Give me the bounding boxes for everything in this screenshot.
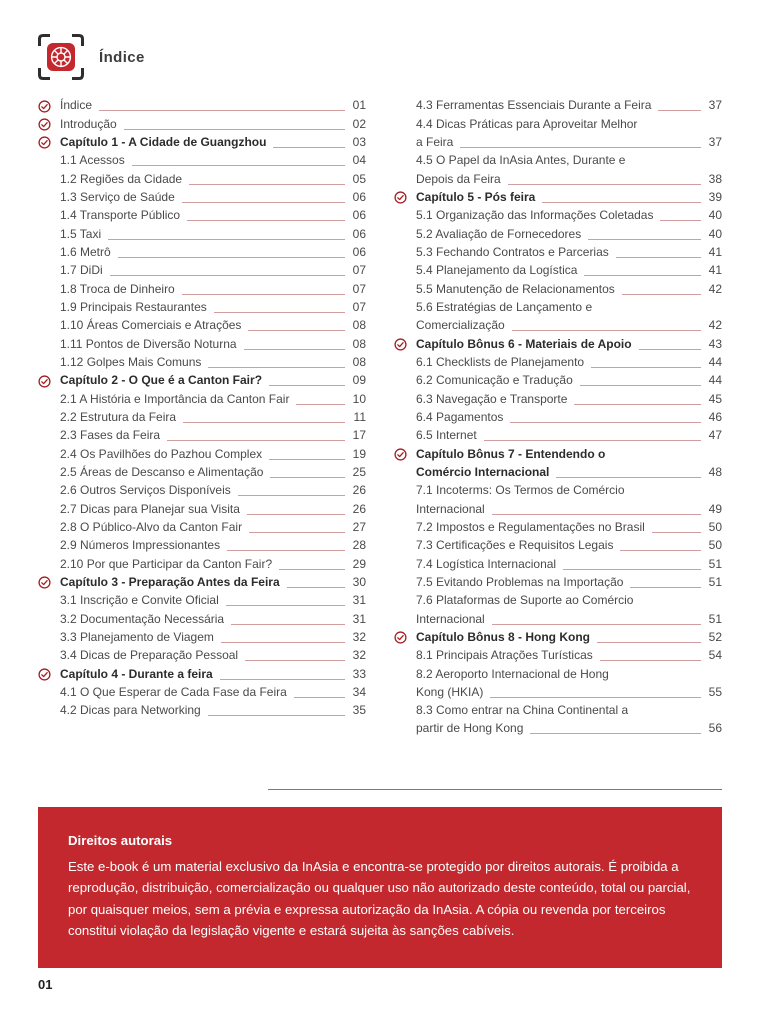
toc-entry[interactable]	[394, 207, 722, 225]
toc-entry-continuation[interactable]	[394, 684, 722, 702]
toc-entry-label: 1.3 Serviço de Saúde	[60, 189, 175, 204]
leader-line	[245, 660, 345, 661]
toc-entry-label: 6.2 Comunicação e Tradução	[416, 373, 573, 388]
leader-line	[287, 587, 345, 588]
toc-entry[interactable]	[38, 629, 366, 647]
toc-chapter-entry[interactable]	[38, 134, 366, 152]
leader-line	[182, 294, 345, 295]
toc-chapter-entry[interactable]	[38, 574, 366, 592]
toc-page-number: 37	[708, 98, 722, 113]
page-title: Índice	[99, 48, 145, 66]
toc-page-number: 27	[352, 519, 366, 534]
toc-entry[interactable]	[394, 537, 722, 555]
toc-entry[interactable]	[38, 354, 366, 372]
leader-line	[273, 147, 345, 148]
toc-entry-label: 7.2 Impostos e Regulamentações no Brasil	[416, 519, 645, 534]
copyright-notice-box	[38, 807, 722, 968]
leader-line	[110, 275, 345, 276]
toc-entry-label: Internacional	[416, 611, 485, 626]
toc-entry-label: 1.6 Metrô	[60, 244, 111, 259]
toc-page-number: 06	[352, 208, 366, 223]
toc-page-number: 07	[352, 281, 366, 296]
toc-page-number: 06	[352, 189, 366, 204]
leader-line	[296, 404, 345, 405]
toc-entry-label: 6.5 Internet	[416, 428, 477, 443]
toc-entry[interactable]	[38, 464, 366, 482]
toc-entry-label: Kong (HKIA)	[416, 684, 484, 699]
toc-page-number: 08	[352, 354, 366, 369]
toc-page-number: 06	[352, 244, 366, 259]
toc-page-number: 51	[708, 611, 722, 626]
check-circle-icon	[394, 338, 416, 351]
toc-entry[interactable]	[394, 427, 722, 445]
leader-line	[591, 367, 701, 368]
leader-line	[244, 349, 345, 350]
toc-entry-label: 2.7 Dicas para Planejar sua Visita	[60, 501, 240, 516]
toc-entry-label: 1.7 DiDi	[60, 263, 103, 278]
toc-entry[interactable]	[38, 445, 366, 463]
toc-page-number: 33	[352, 666, 366, 681]
copyright-body: Este e-book é um material exclusivo da InAsia e encontra-se protegido por direitos autorais. É proibida a reprodução, distribuição, comercialização ou qualquer uso não autorizado deste conteúdo, total ou parcial, por quaisquer meios, sem a prévia e expressa autorização da InAsia. A cópia ou revenda por terceiros constitui violação da legislação vigente e estará sujeita às sanções cabíveis.	[68, 859, 691, 939]
toc-page-number: 30	[352, 574, 366, 589]
toc-entry-label: 7.4 Logística Internacional	[416, 556, 557, 571]
toc-entry[interactable]	[38, 244, 366, 262]
leader-line	[183, 422, 345, 423]
leader-line	[490, 697, 701, 698]
toc-page-number: 37	[708, 134, 722, 149]
toc-entry[interactable]	[394, 262, 722, 280]
toc-entry[interactable]	[394, 665, 722, 683]
toc-entry[interactable]	[394, 555, 722, 573]
toc-column-right	[394, 97, 722, 738]
toc-page-number: 40	[708, 226, 722, 241]
toc-page-number: 07	[352, 263, 366, 278]
leader-line	[220, 679, 345, 680]
leader-line	[584, 275, 701, 276]
toc-page-number: 42	[708, 281, 722, 296]
leader-line	[167, 440, 345, 441]
leader-line	[460, 147, 701, 148]
toc-chapter-entry[interactable]	[394, 335, 722, 353]
toc-page-number: 32	[352, 629, 366, 644]
check-circle-icon	[38, 576, 60, 589]
toc-page-number: 07	[352, 299, 366, 314]
leader-line	[248, 330, 345, 331]
leader-line	[231, 624, 345, 625]
toc-entry[interactable]	[38, 647, 366, 665]
toc-page-number: 56	[708, 721, 722, 736]
leader-line	[238, 495, 345, 496]
toc-entry[interactable]	[38, 189, 366, 207]
toc-chapter-entry[interactable]	[394, 189, 722, 207]
toc-entry-label: a Feira	[416, 134, 454, 149]
toc-entry-label: 4.4 Dicas Práticas para Aproveitar Melhor	[416, 116, 638, 131]
toc-page-number: 03	[352, 134, 366, 149]
toc-entry-label: 2.8 O Público-Alvo da Canton Fair	[60, 519, 243, 534]
toc-entry-label: Capítulo 3 - Preparação Antes da Feira	[60, 574, 280, 589]
toc-page-number: 35	[352, 703, 366, 718]
toc-page-number: 41	[708, 244, 722, 259]
toc-page-number: 50	[708, 519, 722, 534]
toc-entry[interactable]	[394, 225, 722, 243]
toc-entry-label: 5.4 Planejamento da Logística	[416, 263, 578, 278]
toc-entry[interactable]	[394, 592, 722, 610]
toc-entry[interactable]	[394, 647, 722, 665]
toc-entry-label: 1.10 Áreas Comerciais e Atrações	[60, 318, 242, 333]
leader-line	[492, 624, 701, 625]
toc-entry[interactable]	[38, 684, 366, 702]
toc-page-number: 46	[708, 409, 722, 424]
toc-page-number: 34	[352, 684, 366, 699]
leader-line	[279, 569, 345, 570]
toc-entry-label: 6.3 Navegação e Transporte	[416, 391, 568, 406]
leader-line	[227, 550, 345, 551]
toc-page-number: 52	[708, 629, 722, 644]
toc-entry[interactable]	[38, 409, 366, 427]
toc-entry[interactable]	[38, 537, 366, 555]
page-header	[38, 34, 145, 80]
toc-entry[interactable]	[38, 519, 366, 537]
leader-line	[247, 514, 345, 515]
toc-entry-continuation[interactable]	[394, 317, 722, 335]
toc-entry[interactable]	[394, 244, 722, 262]
toc-page-number: 44	[708, 373, 722, 388]
toc-entry[interactable]	[38, 97, 366, 115]
check-circle-icon	[38, 375, 60, 388]
toc-entry[interactable]	[38, 390, 366, 408]
leader-line	[484, 440, 701, 441]
check-circle-icon	[394, 631, 416, 644]
toc-entry-label: 5.6 Estratégias de Lançamento e	[416, 299, 593, 314]
toc-entry-label: 5.1 Organização das Informações Coletadas	[416, 208, 654, 223]
table-of-contents	[38, 97, 722, 738]
toc-entry-label: 5.2 Avaliação de Fornecedores	[416, 226, 582, 241]
toc-entry[interactable]	[394, 115, 722, 133]
toc-entry-continuation[interactable]	[394, 500, 722, 518]
toc-entry-label: 4.5 O Papel da InAsia Antes, Durante e	[416, 153, 626, 168]
toc-chapter-entry[interactable]	[38, 665, 366, 683]
toc-page-number: 05	[352, 171, 366, 186]
leader-line	[620, 550, 701, 551]
toc-entry-label: 2.6 Outros Serviços Disponíveis	[60, 483, 231, 498]
leader-line	[269, 385, 345, 386]
leader-line	[208, 715, 345, 716]
toc-entry-label: 2.5 Áreas de Descanso e Alimentação	[60, 464, 264, 479]
toc-entry[interactable]	[38, 482, 366, 500]
toc-page-number: 55	[708, 684, 722, 699]
toc-entry[interactable]	[394, 482, 722, 500]
toc-page-number: 08	[352, 318, 366, 333]
toc-page-number: 42	[708, 318, 722, 333]
toc-page-number: 11	[353, 409, 366, 424]
leader-line	[580, 385, 701, 386]
toc-page-number: 26	[352, 501, 366, 516]
leader-line	[118, 257, 345, 258]
leader-line	[542, 202, 701, 203]
toc-entry[interactable]	[38, 152, 366, 170]
toc-entry-label: Comércio Internacional	[416, 464, 550, 479]
leader-line	[108, 239, 345, 240]
toc-entry[interactable]	[38, 500, 366, 518]
leader-line	[208, 367, 345, 368]
toc-entry-label: Capítulo 1 - A Cidade de Guangzhou	[60, 134, 267, 149]
toc-entry-label: 5.5 Manutenção de Relacionamentos	[416, 281, 615, 296]
toc-column-left	[38, 97, 366, 738]
toc-entry[interactable]	[394, 372, 722, 390]
toc-entry-label: 8.2 Aeroporto Internacional de Hong	[416, 666, 609, 681]
toc-entry-label: Depois da Feira	[416, 171, 501, 186]
toc-page-number: 01	[352, 98, 366, 113]
section-divider-line	[268, 789, 722, 790]
toc-entry-continuation[interactable]	[394, 610, 722, 628]
leader-line	[630, 587, 701, 588]
toc-entry-label: 3.2 Documentação Necessária	[60, 611, 225, 626]
leader-line	[652, 532, 701, 533]
toc-page-number: 45	[708, 391, 722, 406]
toc-page-number: 48	[708, 464, 722, 479]
leader-line	[510, 422, 701, 423]
toc-page-number: 29	[352, 556, 366, 571]
toc-entry[interactable]	[38, 299, 366, 317]
toc-entry-label: 3.4 Dicas de Preparação Pessoal	[60, 648, 239, 663]
toc-page-number: 39	[708, 189, 722, 204]
toc-page-number: 38	[708, 171, 722, 186]
toc-entry-label: 3.3 Planejamento de Viagem	[60, 629, 214, 644]
toc-page-number: 08	[352, 336, 366, 351]
leader-line	[249, 532, 345, 533]
toc-entry-label: 1.1 Acessos	[60, 153, 125, 168]
toc-entry-label: 1.4 Transporte Público	[60, 208, 181, 223]
leader-line	[616, 257, 701, 258]
check-circle-icon	[38, 100, 60, 113]
toc-entry-label: 1.12 Golpes Mais Comuns	[60, 354, 202, 369]
toc-chapter-entry[interactable]	[394, 445, 722, 463]
toc-entry[interactable]	[38, 225, 366, 243]
leader-line	[556, 477, 701, 478]
toc-entry[interactable]	[394, 409, 722, 427]
toc-entry[interactable]	[38, 427, 366, 445]
toc-entry[interactable]	[394, 299, 722, 317]
leader-line	[660, 220, 701, 221]
toc-entry-label: 2.10 Por que Participar da Canton Fair?	[60, 556, 273, 571]
toc-entry[interactable]	[394, 702, 722, 720]
toc-entry-label: 1.8 Troca de Dinheiro	[60, 281, 175, 296]
toc-page-number: 47	[708, 428, 722, 443]
toc-entry-label: 4.1 O Que Esperar de Cada Fase da Feira	[60, 684, 287, 699]
copyright-title: Direitos autorais	[68, 833, 173, 848]
toc-entry-label: 7.5 Evitando Problemas na Importação	[416, 574, 624, 589]
leader-line	[99, 110, 345, 111]
check-circle-icon	[394, 191, 416, 204]
toc-entry[interactable]	[394, 519, 722, 537]
page-number: 01	[38, 977, 53, 992]
toc-page-number: 02	[352, 116, 366, 131]
toc-entry-label: 2.2 Estrutura da Feira	[60, 409, 177, 424]
toc-entry-label: 3.1 Inscrição e Convite Oficial	[60, 593, 219, 608]
toc-entry[interactable]	[38, 115, 366, 133]
toc-entry[interactable]	[394, 97, 722, 115]
toc-entry[interactable]	[38, 317, 366, 335]
toc-entry-label: 2.9 Números Impressionantes	[60, 538, 221, 553]
toc-entry[interactable]	[38, 555, 366, 573]
leader-line	[658, 110, 701, 111]
toc-entry-label: Comercialização	[416, 318, 505, 333]
toc-entry-label: 6.4 Pagamentos	[416, 409, 504, 424]
toc-chapter-entry-continuation[interactable]	[394, 464, 722, 482]
toc-page-number: 09	[352, 373, 366, 388]
toc-page-number: 17	[352, 428, 366, 443]
toc-entry-continuation[interactable]	[394, 134, 722, 152]
toc-entry-label: Capítulo 2 - O Que é a Canton Fair?	[60, 373, 263, 388]
leader-line	[639, 349, 701, 350]
toc-entry-label: Capítulo Bônus 7 - Entendendo o	[416, 446, 606, 461]
toc-entry-label: partir de Hong Kong	[416, 721, 524, 736]
toc-page-number: 04	[352, 153, 366, 168]
toc-entry-label: 1.2 Regiões da Cidade	[60, 171, 183, 186]
toc-entry[interactable]	[38, 170, 366, 188]
toc-entry-label: Introdução	[60, 116, 117, 131]
check-circle-icon	[38, 668, 60, 681]
leader-line	[221, 642, 345, 643]
toc-entry-label: 8.1 Principais Atrações Turísticas	[416, 648, 593, 663]
toc-entry[interactable]	[38, 280, 366, 298]
toc-page-number: 40	[708, 208, 722, 223]
toc-page-number: 51	[708, 574, 722, 589]
toc-page-number: 54	[708, 648, 722, 663]
toc-entry-label: Capítulo 5 - Pós feira	[416, 189, 536, 204]
toc-entry-label: 5.3 Fechando Contratos e Parcerias	[416, 244, 609, 259]
toc-page-number: 06	[352, 226, 366, 241]
toc-entry[interactable]	[394, 390, 722, 408]
toc-page-number: 31	[352, 611, 366, 626]
leader-line	[189, 184, 345, 185]
toc-entry-label: 7.6 Plataformas de Suporte ao Comércio	[416, 593, 634, 608]
leader-line	[182, 202, 345, 203]
toc-page-number: 41	[708, 263, 722, 278]
leader-line	[187, 220, 345, 221]
toc-entry-label: 2.3 Fases da Feira	[60, 428, 161, 443]
toc-entry[interactable]	[394, 354, 722, 372]
check-circle-icon	[394, 448, 416, 461]
leader-line	[600, 660, 701, 661]
toc-entry[interactable]	[38, 702, 366, 720]
toc-entry-label: 8.3 Como entrar na China Continental a	[416, 703, 629, 718]
toc-entry-label: 1.9 Principais Restaurantes	[60, 299, 207, 314]
toc-entry[interactable]	[394, 574, 722, 592]
toc-entry-continuation[interactable]	[394, 720, 722, 738]
toc-entry-label: 2.4 Os Pavilhões do Pazhou Complex	[60, 446, 263, 461]
toc-entry[interactable]	[38, 207, 366, 225]
toc-chapter-entry[interactable]	[394, 629, 722, 647]
leader-line	[588, 239, 701, 240]
toc-entry-label: Internacional	[416, 501, 485, 516]
toc-page-number: 49	[708, 501, 722, 516]
toc-entry-label: Capítulo Bônus 6 - Materiais de Apoio	[416, 336, 632, 351]
toc-entry-continuation[interactable]	[394, 170, 722, 188]
toc-entry-label: 4.3 Ferramentas Essenciais Durante a Feira	[416, 98, 652, 113]
leader-line	[574, 404, 701, 405]
toc-entry-label: 7.3 Certificações e Requisitos Legais	[416, 538, 614, 553]
check-circle-icon	[38, 118, 60, 131]
toc-page-number: 44	[708, 354, 722, 369]
toc-entry-label: 6.1 Checklists de Planejamento	[416, 354, 585, 369]
toc-page-number: 28	[352, 538, 366, 553]
leader-line	[214, 312, 345, 313]
toc-entry-label: 4.2 Dicas para Networking	[60, 703, 201, 718]
toc-entry-label: 7.1 Incoterms: Os Termos de Comércio	[416, 483, 625, 498]
leader-line	[622, 294, 701, 295]
leader-line	[294, 697, 345, 698]
toc-entry-label: Capítulo 4 - Durante a feira	[60, 666, 213, 681]
leader-line	[270, 477, 345, 478]
toc-page-number: 10	[352, 391, 366, 406]
inasia-seal-logo-icon	[38, 34, 84, 80]
toc-page-number: 51	[708, 556, 722, 571]
toc-chapter-entry[interactable]	[38, 372, 366, 390]
toc-entry[interactable]	[394, 152, 722, 170]
toc-entry[interactable]	[38, 610, 366, 628]
toc-entry[interactable]	[38, 262, 366, 280]
leader-line	[492, 514, 701, 515]
leader-line	[124, 129, 345, 130]
toc-entry-label: 1.11 Pontos de Diversão Noturna	[60, 336, 237, 351]
toc-page-number: 19	[352, 446, 366, 461]
leader-line	[563, 569, 701, 570]
toc-entry-label: 1.5 Taxi	[60, 226, 102, 241]
leader-line	[508, 184, 701, 185]
leader-line	[226, 605, 345, 606]
toc-entry-label: Capítulo Bônus 8 - Hong Kong	[416, 629, 590, 644]
toc-page-number: 26	[352, 483, 366, 498]
toc-page-number: 25	[352, 464, 366, 479]
leader-line	[269, 459, 345, 460]
toc-page-number: 32	[352, 648, 366, 663]
toc-entry[interactable]	[38, 335, 366, 353]
toc-page-number: 50	[708, 538, 722, 553]
toc-page-number: 43	[708, 336, 722, 351]
leader-line	[512, 330, 701, 331]
toc-entry-label: Índice	[60, 98, 93, 113]
toc-entry[interactable]	[394, 280, 722, 298]
toc-entry-label: 2.1 A História e Importância da Canton Fair	[60, 391, 290, 406]
check-circle-icon	[38, 136, 60, 149]
leader-line	[530, 733, 701, 734]
leader-line	[132, 165, 345, 166]
toc-entry[interactable]	[38, 592, 366, 610]
leader-line	[597, 642, 701, 643]
toc-page-number: 31	[352, 593, 366, 608]
